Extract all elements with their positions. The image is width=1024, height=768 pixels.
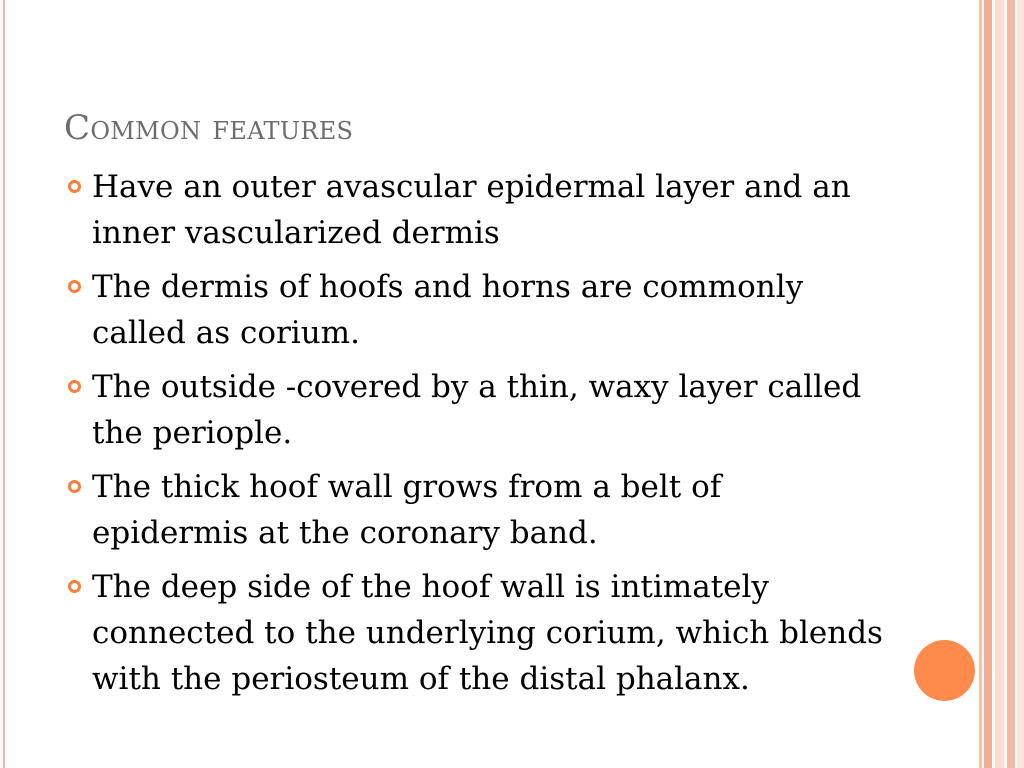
bullet-text: The deep side of the hoof wall is intimately connected to the underlying corium, which blends with the periosteum of the distal phalanx. (92, 569, 883, 697)
bullet-circle-icon (68, 480, 81, 493)
bullet-circle-icon (68, 280, 81, 293)
slide-title: Common features (64, 108, 354, 148)
decor-stripe (995, 0, 1004, 768)
bullet-circle-icon (68, 380, 81, 393)
bullet-item (64, 264, 884, 356)
bullet-circle-icon (68, 580, 81, 593)
bullet-item (64, 164, 884, 256)
bullet-item (64, 364, 884, 456)
bullet-text: The thick hoof wall grows from a belt of epidermis at the coronary band. (92, 469, 722, 551)
bullet-list (64, 164, 884, 710)
decor-stripe (984, 0, 992, 768)
bullet-circle-icon (68, 180, 81, 193)
bullet-item (64, 564, 884, 702)
decor-stripe (1007, 0, 1015, 768)
decor-circle (914, 640, 975, 701)
left-border-line (3, 0, 5, 768)
decor-stripe (1017, 0, 1024, 768)
bullet-text: The outside -covered by a thin, waxy layer called the periople. (92, 369, 862, 451)
decor-stripe (979, 0, 982, 768)
bullet-item (64, 464, 884, 556)
bullet-text: The dermis of hoofs and horns are commonly called as corium. (92, 269, 804, 351)
bullet-text: Have an outer avascular epidermal layer and an inner vascularized dermis (92, 169, 851, 251)
